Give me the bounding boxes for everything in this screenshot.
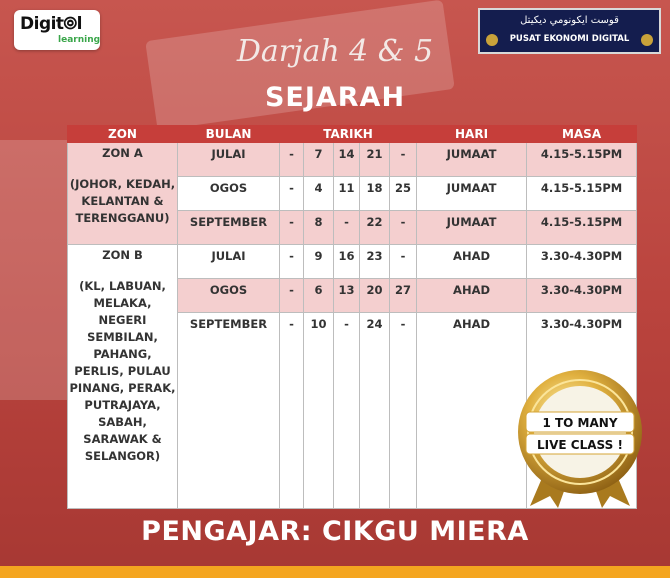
date-cell: - — [280, 143, 304, 177]
date-cell: 25 — [390, 177, 417, 211]
medal-line2: LIVE CLASS ! — [537, 438, 623, 452]
date-cell: - — [334, 313, 360, 509]
logo-brand: Digit⦾l — [20, 14, 82, 34]
date-cell: 7 — [304, 143, 334, 177]
zone-states: (JOHOR, KEDAH, KELANTAN & TERENGGANU) — [69, 177, 176, 225]
bulan-cell: JULAI — [178, 143, 280, 177]
date-cell: - — [280, 279, 304, 313]
masa-cell: 3.30-4.30PM — [527, 313, 637, 509]
date-cell: 24 — [360, 313, 390, 509]
live-class-medal — [512, 368, 648, 508]
masa-cell: 4.15-5.15PM — [527, 211, 637, 245]
header-tarikh: TARIKH — [280, 126, 417, 143]
bulan-cell: SEPTEMBER — [178, 313, 280, 509]
badge-arabic: قوست ايكونومي ديكيتل — [520, 15, 619, 26]
bulan-cell: OGOS — [178, 279, 280, 313]
bulan-cell: OGOS — [178, 177, 280, 211]
date-cell: - — [390, 211, 417, 245]
date-cell: 27 — [390, 279, 417, 313]
zone-a-cell — [68, 143, 178, 245]
date-cell: 9 — [304, 245, 334, 279]
logo-sub: learning — [58, 35, 101, 45]
masa-cell: 3.30-4.30PM — [527, 279, 637, 313]
date-cell: 21 — [360, 143, 390, 177]
date-cell: 4 — [304, 177, 334, 211]
header-zon: ZON — [68, 126, 178, 143]
bottom-accent-bar — [0, 566, 670, 578]
teacher-footer: PENGAJAR: CIKGU MIERA — [141, 516, 529, 547]
date-cell: 23 — [360, 245, 390, 279]
date-cell: - — [390, 143, 417, 177]
zone-b-cell — [68, 245, 178, 509]
date-cell: 13 — [334, 279, 360, 313]
date-cell: 22 — [360, 211, 390, 245]
date-cell: 16 — [334, 245, 360, 279]
date-cell: - — [334, 211, 360, 245]
header-bulan: BULAN — [178, 126, 280, 143]
date-cell: 14 — [334, 143, 360, 177]
header-masa: MASA — [527, 126, 637, 143]
hari-cell: JUMAAT — [417, 211, 527, 245]
hari-cell: JUMAAT — [417, 143, 527, 177]
date-cell: - — [280, 245, 304, 279]
date-cell: - — [280, 313, 304, 509]
class-level-title: Darjah 4 & 5 — [236, 34, 434, 69]
hari-cell: AHAD — [417, 279, 527, 313]
table-row — [68, 245, 637, 279]
bulan-cell: JULAI — [178, 245, 280, 279]
date-cell: - — [280, 177, 304, 211]
date-cell: 20 — [360, 279, 390, 313]
zone-name: ZON B — [102, 248, 143, 262]
date-cell: 6 — [304, 279, 334, 313]
header-hari: HARI — [417, 126, 527, 143]
zone-states: (KL, LABUAN, MELAKA, NEGERI SEMBILAN, PAHANG, PERLIS, PULAU PINANG, PERAK, PUTRAJAYA, SABAH, SARAWAK & SELANGOR) — [69, 279, 176, 463]
date-cell: 10 — [304, 313, 334, 509]
badge-name: PUSAT EKONOMI DIGITAL — [509, 34, 630, 44]
masa-cell: 4.15-5.15PM — [527, 177, 637, 211]
table-header-row — [68, 126, 637, 143]
masa-cell: 3.30-4.30PM — [527, 245, 637, 279]
masa-cell: 4.15-5.15PM — [527, 143, 637, 177]
hari-cell: AHAD — [417, 245, 527, 279]
date-cell: - — [390, 313, 417, 509]
bulan-cell: SEPTEMBER — [178, 211, 280, 245]
hari-cell: AHAD — [417, 313, 527, 509]
medal-line1: 1 TO MANY — [542, 416, 618, 430]
subject-title: SEJARAH — [264, 82, 406, 113]
table-row — [68, 143, 637, 177]
date-cell: - — [390, 245, 417, 279]
zone-name: ZON A — [102, 146, 143, 160]
date-cell: 11 — [334, 177, 360, 211]
hari-cell: JUMAAT — [417, 177, 527, 211]
date-cell: 8 — [304, 211, 334, 245]
date-cell: 18 — [360, 177, 390, 211]
date-cell: - — [280, 211, 304, 245]
